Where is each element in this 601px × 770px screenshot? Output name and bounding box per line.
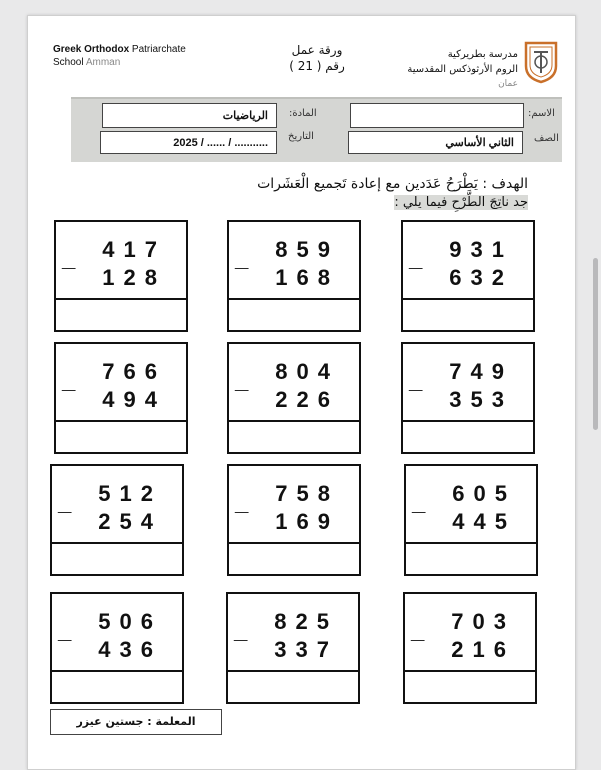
subtraction-problem-card: [404, 464, 538, 576]
subject-label: المادة:: [289, 108, 317, 119]
school-name-ar-line2: الروم الأرثوذكس المقدسية: [407, 64, 518, 75]
problem-numbers: [403, 344, 533, 422]
scrollbar[interactable]: [593, 258, 598, 430]
subtrahend: 494: [102, 387, 166, 412]
minus-sign: _: [235, 367, 249, 394]
school-name-en-rest: Patriarchate: [129, 44, 186, 55]
subtrahend: 168: [275, 265, 339, 290]
subtrahend: 254: [98, 509, 162, 534]
minus-sign: _: [235, 245, 249, 272]
minus-sign: _: [58, 489, 72, 516]
minuend: 825: [274, 609, 338, 634]
worksheet-title: ورقة عمل: [291, 43, 343, 57]
name-field[interactable]: [350, 103, 524, 128]
school-name-english: [53, 43, 186, 69]
minus-sign: _: [62, 245, 76, 272]
minuend: 749: [449, 359, 513, 384]
minus-sign: _: [62, 367, 76, 394]
school-name-arabic: [392, 47, 518, 92]
class-label: الصف: [534, 133, 559, 144]
minus-sign: _: [409, 245, 423, 272]
subtraction-problem-card: [50, 592, 184, 704]
minuend: 512: [98, 481, 162, 506]
answer-box[interactable]: [52, 672, 182, 702]
answer-box[interactable]: [56, 422, 186, 452]
subtrahend: 169: [275, 509, 339, 534]
subtraction-problem-card: [54, 342, 188, 454]
date-label: التاريخ: [288, 131, 314, 142]
name-label: الاسم:: [528, 108, 555, 119]
minus-sign: _: [235, 489, 249, 516]
problem-numbers: [229, 466, 359, 544]
minus-sign: _: [234, 617, 248, 644]
problem-numbers: [52, 466, 182, 544]
school-name-ar-line1: مدرسة بطريركية: [447, 49, 518, 60]
subtrahend: 128: [102, 265, 166, 290]
school-crest-logo-icon: [523, 40, 559, 84]
minuend: 417: [102, 237, 166, 262]
worksheet-title-block: [262, 42, 372, 74]
problem-numbers: [52, 594, 182, 672]
problem-numbers: [56, 344, 186, 422]
minuend: 931: [449, 237, 513, 262]
subtrahend: 445: [452, 509, 516, 534]
minuend: 766: [102, 359, 166, 384]
minuend: 703: [451, 609, 515, 634]
minus-sign: _: [58, 617, 72, 644]
problem-numbers: [405, 594, 535, 672]
minus-sign: _: [409, 367, 423, 394]
subject-field[interactable]: الرياضيات: [102, 103, 277, 128]
subtraction-problem-card: [401, 342, 535, 454]
minuend: 859: [275, 237, 339, 262]
minuend: 605: [452, 481, 516, 506]
subtraction-problem-card: [403, 592, 537, 704]
answer-box[interactable]: [229, 422, 359, 452]
date-field[interactable]: 2025 / ...... / ...........: [100, 131, 277, 154]
answer-box[interactable]: [405, 672, 535, 702]
lesson-goal: الهدف : يَطْرَحُ عَدَدين مع إعادة تَجميع الْعَشَرات: [257, 176, 528, 192]
problem-numbers: [403, 222, 533, 300]
subtrahend: 216: [451, 637, 515, 662]
answer-box[interactable]: [403, 300, 533, 330]
teacher-name: المعلمة : جستين عيزر: [50, 709, 222, 735]
worksheet-number: رقم ( 21 ): [289, 59, 345, 73]
subtraction-problem-card: [50, 464, 184, 576]
problem-numbers: [229, 222, 359, 300]
minuend: 804: [275, 359, 339, 384]
school-city-en: Amman: [85, 57, 121, 68]
subtrahend: 337: [274, 637, 338, 662]
subtrahend: 632: [449, 265, 513, 290]
problem-numbers: [406, 466, 536, 544]
answer-box[interactable]: [403, 422, 533, 452]
problem-numbers: [228, 594, 358, 672]
subtrahend: 436: [98, 637, 162, 662]
subtraction-problem-card: [401, 220, 535, 332]
instruction-highlight: جد ناتِجَ الطَّرْحِ فيما يلي :: [394, 195, 528, 210]
class-field[interactable]: الثاني الأساسي: [348, 131, 523, 154]
problem-numbers: [56, 222, 186, 300]
school-name-en-bold: Greek Orthodox: [53, 44, 130, 55]
answer-box[interactable]: [229, 544, 359, 574]
subtrahend: 226: [275, 387, 339, 412]
problem-numbers: [229, 344, 359, 422]
subtraction-problem-card: [227, 464, 361, 576]
subtraction-problem-card: [226, 592, 360, 704]
answer-box[interactable]: [56, 300, 186, 330]
answer-box[interactable]: [406, 544, 536, 574]
minus-sign: _: [412, 489, 426, 516]
answer-box[interactable]: [228, 672, 358, 702]
answer-box[interactable]: [52, 544, 182, 574]
minuend: 506: [98, 609, 162, 634]
instruction-text: [380, 194, 528, 211]
subtraction-problem-card: [54, 220, 188, 332]
subtrahend: 353: [449, 387, 513, 412]
minuend: 758: [275, 481, 339, 506]
school-name-en-line2: School: [53, 57, 84, 68]
school-city-ar: عمان: [498, 79, 518, 89]
subtraction-problem-card: [227, 342, 361, 454]
minus-sign: _: [411, 617, 425, 644]
answer-box[interactable]: [229, 300, 359, 330]
subtraction-problem-card: [227, 220, 361, 332]
